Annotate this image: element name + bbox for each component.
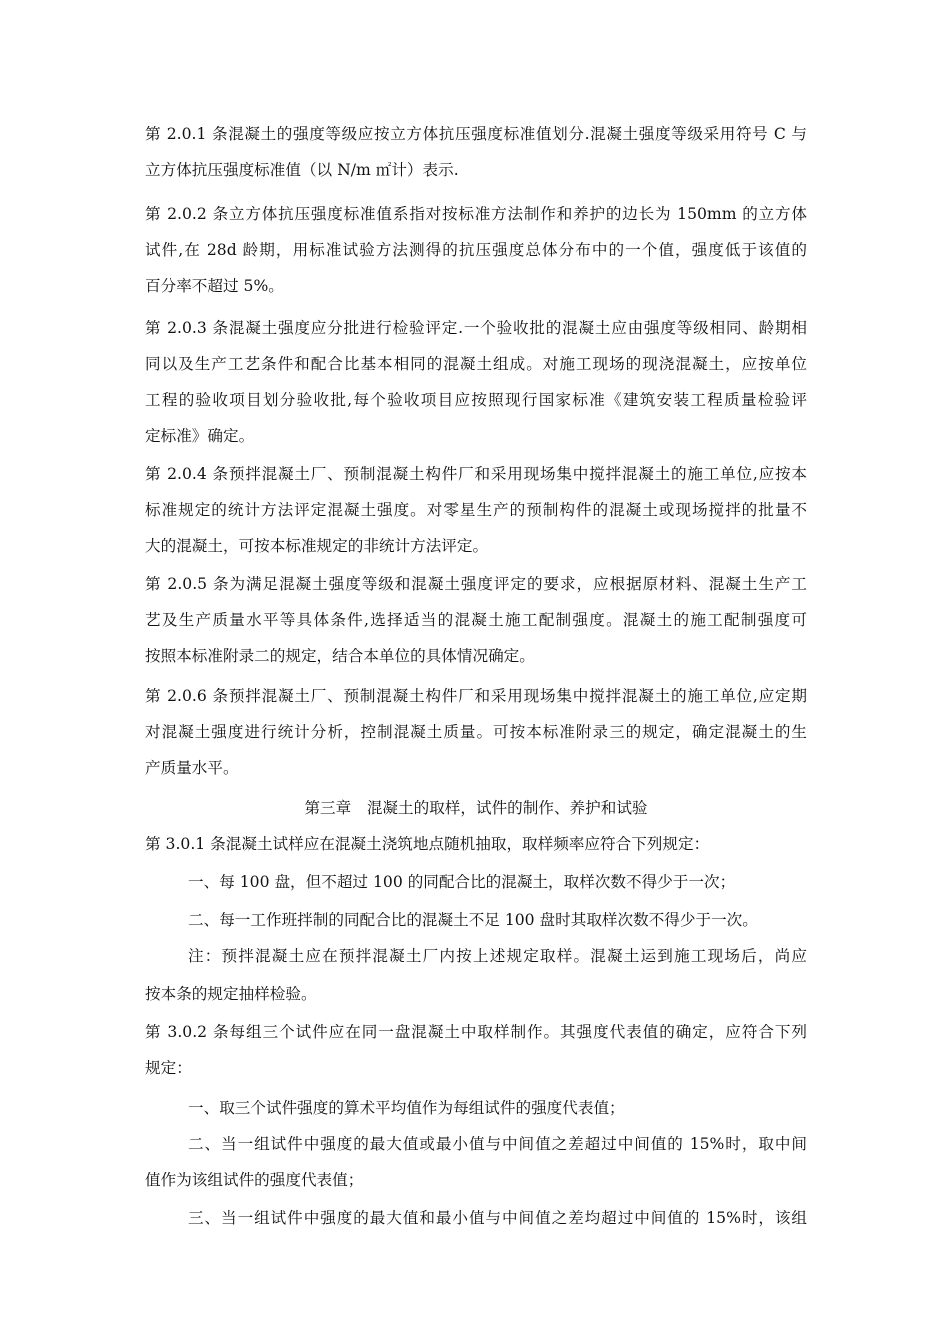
text-line: 艺及生产质量水平等具体条件,选择适当的混凝土施工配制强度。混凝土的施工配制强度可 [145, 611, 807, 629]
list-item: 三、当一组试件中强度的最大值和最小值与中间值之差均超过中间值的 15%时，该组 [188, 1209, 807, 1227]
text-line: 规定： [145, 1059, 192, 1077]
text-line: 值作为该组试件的强度代表值； [145, 1171, 364, 1189]
text-line: 第 2.0.3 条混凝土强度应分批进行检验评定.一个验收批的混凝土应由强度等级相同、龄期相 [145, 319, 807, 337]
text-line: 第 2.0.4 条预拌混凝土厂、预制混凝土构件厂和采用现场集中搅拌混凝土的施工单位,应按本 [145, 465, 807, 483]
text-line: 大的混凝土，可按本标准规定的非统计方法评定。 [145, 537, 489, 555]
text-line: 定标准》确定。 [145, 427, 255, 445]
text-line: 第 3.0.2 条每组三个试件应在同一盘混凝土中取样制作。其强度代表值的确定，应符合下列 [145, 1023, 807, 1041]
list-item: 一、每 100 盘，但不超过 100 的同配合比的混凝土，取样次数不得少于一次； [188, 873, 736, 891]
text-line: 对混凝土强度进行统计分析，控制混凝土质量。可按本标准附录三的规定，确定混凝土的生 [145, 723, 807, 741]
text-line: 按本条的规定抽样检验。 [145, 985, 317, 1003]
text-line: 第 3.0.1 条混凝土试样应在混凝土浇筑地点随机抽取，取样频率应符合下列规定： [145, 835, 710, 853]
text-line: 标准规定的统计方法评定混凝土强度。对零星生产的预制构件的混凝土或现场搅拌的批量不 [145, 501, 807, 519]
chapter-heading: 第三章 混凝土的取样，试件的制作、养护和试验 [304, 799, 648, 817]
note-line: 注：预拌混凝土应在预拌混凝土厂内按上述规定取样。混凝土运到施工现场后，尚应 [188, 947, 807, 965]
text-line: 工程的验收项目划分验收批,每个验收项目应按照现行国家标准《建筑安装工程质量检验评 [145, 391, 807, 409]
text-line: 立方体抗压强度标准值（以 N/m ㎡计）表示. [145, 161, 459, 179]
text-line: 第 2.0.1 条混凝土的强度等级应按立方体抗压强度标准值划分.混凝土强度等级采用符号 C 与 [145, 125, 807, 143]
text-line: 百分率不超过 5%。 [145, 277, 284, 295]
text-line: 产质量水平。 [145, 759, 239, 777]
text-line: 同以及生产工艺条件和配合比基本相同的混凝土组成。对施工现场的现浇混凝土，应按单位 [145, 355, 807, 373]
list-item: 二、当一组试件中强度的最大值或最小值与中间值之差超过中间值的 15%时，取中间 [188, 1135, 807, 1153]
text-line: 按照本标准附录二的规定，结合本单位的具体情况确定。 [145, 647, 535, 665]
text-line: 第 2.0.6 条预拌混凝土厂、预制混凝土构件厂和采用现场集中搅拌混凝土的施工单位,应定期 [145, 687, 807, 705]
text-line: 试件,在 28d 龄期，用标准试验方法测得的抗压强度总体分布中的一个值，强度低于该值的 [145, 241, 807, 259]
text-line: 第 2.0.2 条立方体抗压强度标准值系指对按标准方法制作和养护的边长为 150mm 的立方体 [145, 205, 807, 223]
list-item: 二、每一工作班拌制的同配合比的混凝土不足 100 盘时其取样次数不得少于一次。 [188, 911, 758, 929]
text-line: 第 2.0.5 条为满足混凝土强度等级和混凝土强度评定的要求，应根据原材料、混凝土生产工 [145, 575, 807, 593]
list-item: 一、取三个试件强度的算术平均值作为每组试件的强度代表值； [188, 1099, 625, 1117]
